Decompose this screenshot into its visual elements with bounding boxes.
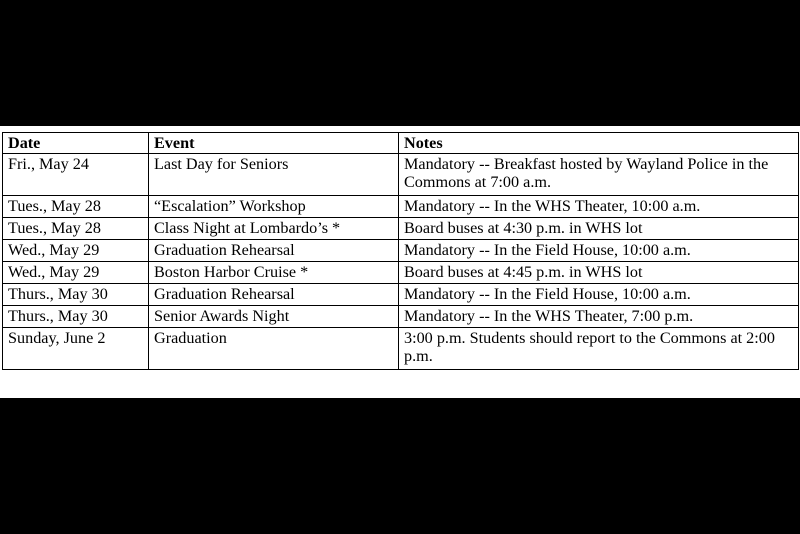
event-cell: Graduation Rehearsal — [149, 240, 399, 262]
table-row — [3, 328, 799, 370]
date-cell: Wed., May 29 — [3, 240, 149, 262]
table-row — [3, 218, 799, 240]
notes-cell: Mandatory -- In the WHS Theater, 7:00 p.m. — [399, 306, 799, 328]
date-cell: Tues., May 28 — [3, 196, 149, 218]
column-header-notes: Notes — [399, 133, 799, 154]
event-cell: Class Night at Lombardo’s * — [149, 218, 399, 240]
notes-cell: Board buses at 4:30 p.m. in WHS lot — [399, 218, 799, 240]
notes-cell: Board buses at 4:45 p.m. in WHS lot — [399, 262, 799, 284]
table-row — [3, 240, 799, 262]
notes-cell: 3:00 p.m. Students should report to the Commons at 2:00 p.m. — [399, 328, 799, 370]
event-cell: Boston Harbor Cruise * — [149, 262, 399, 284]
table-row — [3, 154, 799, 196]
table-row — [3, 284, 799, 306]
date-cell: Wed., May 29 — [3, 262, 149, 284]
column-header-event: Event — [149, 133, 399, 154]
date-cell: Thurs., May 30 — [3, 306, 149, 328]
date-cell: Sunday, June 2 — [3, 328, 149, 370]
event-cell: Senior Awards Night — [149, 306, 399, 328]
schedule-document — [0, 126, 800, 398]
column-header-date: Date — [3, 133, 149, 154]
table-row — [3, 262, 799, 284]
date-cell: Thurs., May 30 — [3, 284, 149, 306]
senior-schedule-table — [2, 132, 799, 370]
event-cell: Graduation Rehearsal — [149, 284, 399, 306]
table-header-row — [3, 133, 799, 154]
notes-cell: Mandatory -- In the Field House, 10:00 a.m. — [399, 284, 799, 306]
date-cell: Tues., May 28 — [3, 218, 149, 240]
event-cell: Last Day for Seniors — [149, 154, 399, 196]
event-cell: Graduation — [149, 328, 399, 370]
date-cell: Fri., May 24 — [3, 154, 149, 196]
notes-cell: Mandatory -- Breakfast hosted by Wayland Police in the Commons at 7:00 a.m. — [399, 154, 799, 196]
notes-cell: Mandatory -- In the WHS Theater, 10:00 a.m. — [399, 196, 799, 218]
table-row — [3, 196, 799, 218]
event-cell: “Escalation” Workshop — [149, 196, 399, 218]
notes-cell: Mandatory -- In the Field House, 10:00 a.m. — [399, 240, 799, 262]
table-row — [3, 306, 799, 328]
